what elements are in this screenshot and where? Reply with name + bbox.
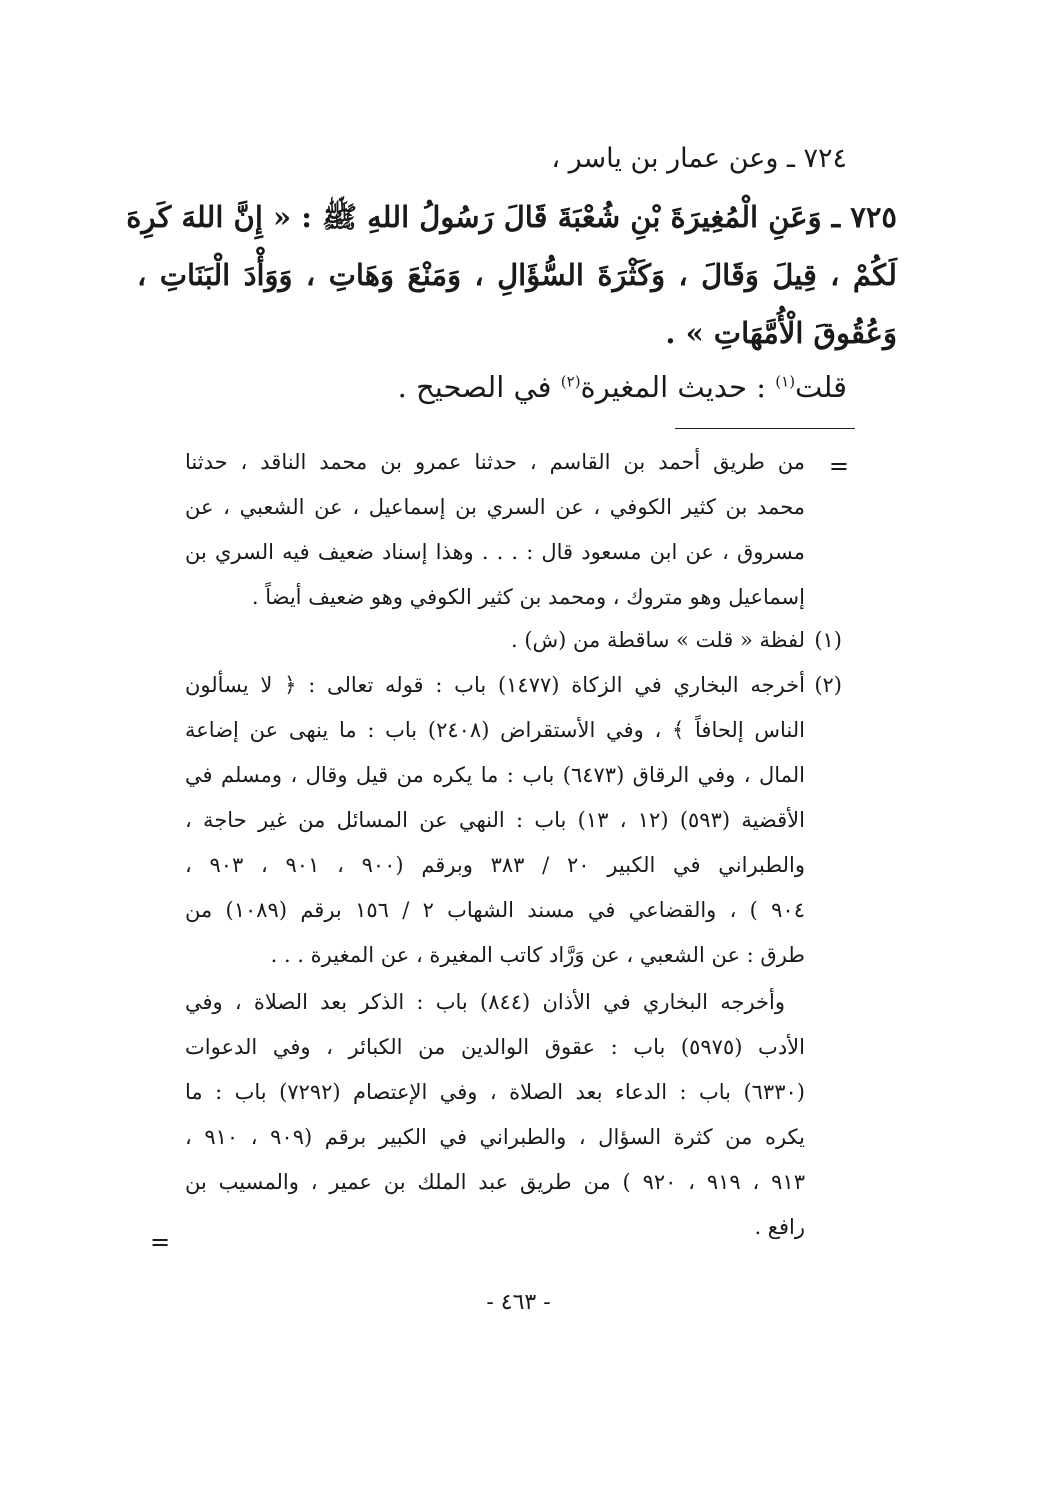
footnote-2-line-8: وأخرجه البخاري في الأذان (٨٤٤) باب : الذكر بعد الصلاة ، وفي [185, 990, 785, 1014]
continuation-note-line-4: إسماعيل وهو متروك ، ومحمد بن كثير الكوفي وهو ضعيف أيضاً . [251, 585, 805, 609]
footnote-2-line-11: يكره من كثرة السؤال ، والطبراني في الكبير برقم (٩٠٩ ، ٩١٠ ، [185, 1125, 806, 1149]
footnote-separator [675, 428, 855, 429]
qult-line [398, 370, 847, 404]
footnote-2-line-1: أخرجه البخاري في الزكاة (١٤٧٧) باب : قوله تعالى : ﴿ لا يسألون [185, 673, 805, 697]
qult-middle: : حديث المغيرة [580, 370, 776, 404]
footnote-2-line-2: الناس إلحافاً ﴾ ، وفي الأستقراض (٢٤٠٨) باب : ما ينهى عن إضاعة [185, 718, 805, 742]
continuation-note-line-3: مسروق ، عن ابن مسعود قال : . . . وهذا إسناد ضعيف فيه السري بن [185, 540, 805, 564]
footnote-2-line-4: الأقضية (٥٩٣) (١٢ ، ١٣) باب : النهي عن المسائل من غير حاجة ، [185, 808, 805, 832]
entry-725-line-2: لَكُمْ ، قِيلَ وَقَالَ ، وَكَثْرَةَ السُّؤَالِ ، وَمَنْعَ وَهَاتِ ، وَوَأْدَ الْبَنَاتِ ، [137, 258, 897, 292]
footnote-2-marker: (٢) [814, 673, 842, 697]
entry-724: ٧٢٤ ـ وعن عمار بن ياسر ، [551, 143, 847, 174]
footnote-2-line-6: ٩٠٤ ) ، والقضاعي في مسند الشهاب ٢ / ١٥٦ برقم (١٠٨٩) من [185, 898, 805, 922]
footnote-2-line-13: رافع . [754, 1215, 805, 1239]
continuation-mark-bottom: = [150, 1228, 171, 1256]
footnote-1-marker: (١) [814, 628, 842, 652]
qult-end: في الصحيح . [397, 370, 561, 404]
continuation-note-line-1: من طريق أحمد بن القاسم ، حدثنا عمرو بن محمد الناقد ، حدثنا [185, 450, 805, 474]
footnote-2-line-12: ٩١٣ ، ٩١٩ ، ٩٢٠ ) من طريق عبد الملك بن عمير ، والمسيب بن [185, 1170, 805, 1194]
footnote-ref-2: (٢) [560, 372, 581, 391]
continuation-note-line-2: محمد بن كثير الكوفي ، عن السري بن إسماعيل ، عن الشعبي ، عن [185, 495, 805, 519]
entry-725-line-3: وَعُقُوقَ الْأُمَّهَاتِ » . [665, 316, 897, 350]
footnote-2-line-9: الأدب (٥٩٧٥) باب : عقوق الوالدين من الكبائر ، وفي الدعوات [185, 1035, 805, 1059]
footnote-2-line-10: (٦٣٣٠) باب : الدعاء بعد الصلاة ، وفي الإعتصام (٧٢٩٢) باب : ما [185, 1080, 805, 1104]
footnote-1-text: لفظة « قلت » ساقطة من (ش) . [511, 628, 805, 652]
page-number: - ٤٦٣ - [486, 1290, 551, 1315]
continuation-mark-top: = [828, 452, 849, 480]
qult-word: قلت [795, 370, 847, 404]
footnote-2-line-5: والطبراني في الكبير ٢٠ / ٣٨٣ وبرقم (٩٠٠ ، ٩٠١ ، ٩٠٣ ، [185, 853, 805, 877]
entry-725-line-1: ٧٢٥ ـ وَعَنِ الْمُغِيرَةَ بْنِ شُعْبَةَ قَالَ رَسُولُ اللهِ ﷺ : « إِنَّ اللهَ كَرِهَ [126, 200, 897, 234]
footnote-2-line-3: المال ، وفي الرقاق (٦٤٧٣) باب : ما يكره من قيل وقال ، ومسلم في [185, 763, 805, 787]
footnote-2-line-7: طرق : عن الشعبي ، عن وَرَّاد كاتب المغيرة ، عن المغيرة . . . [270, 943, 805, 967]
footnote-ref-1: (١) [775, 372, 796, 391]
